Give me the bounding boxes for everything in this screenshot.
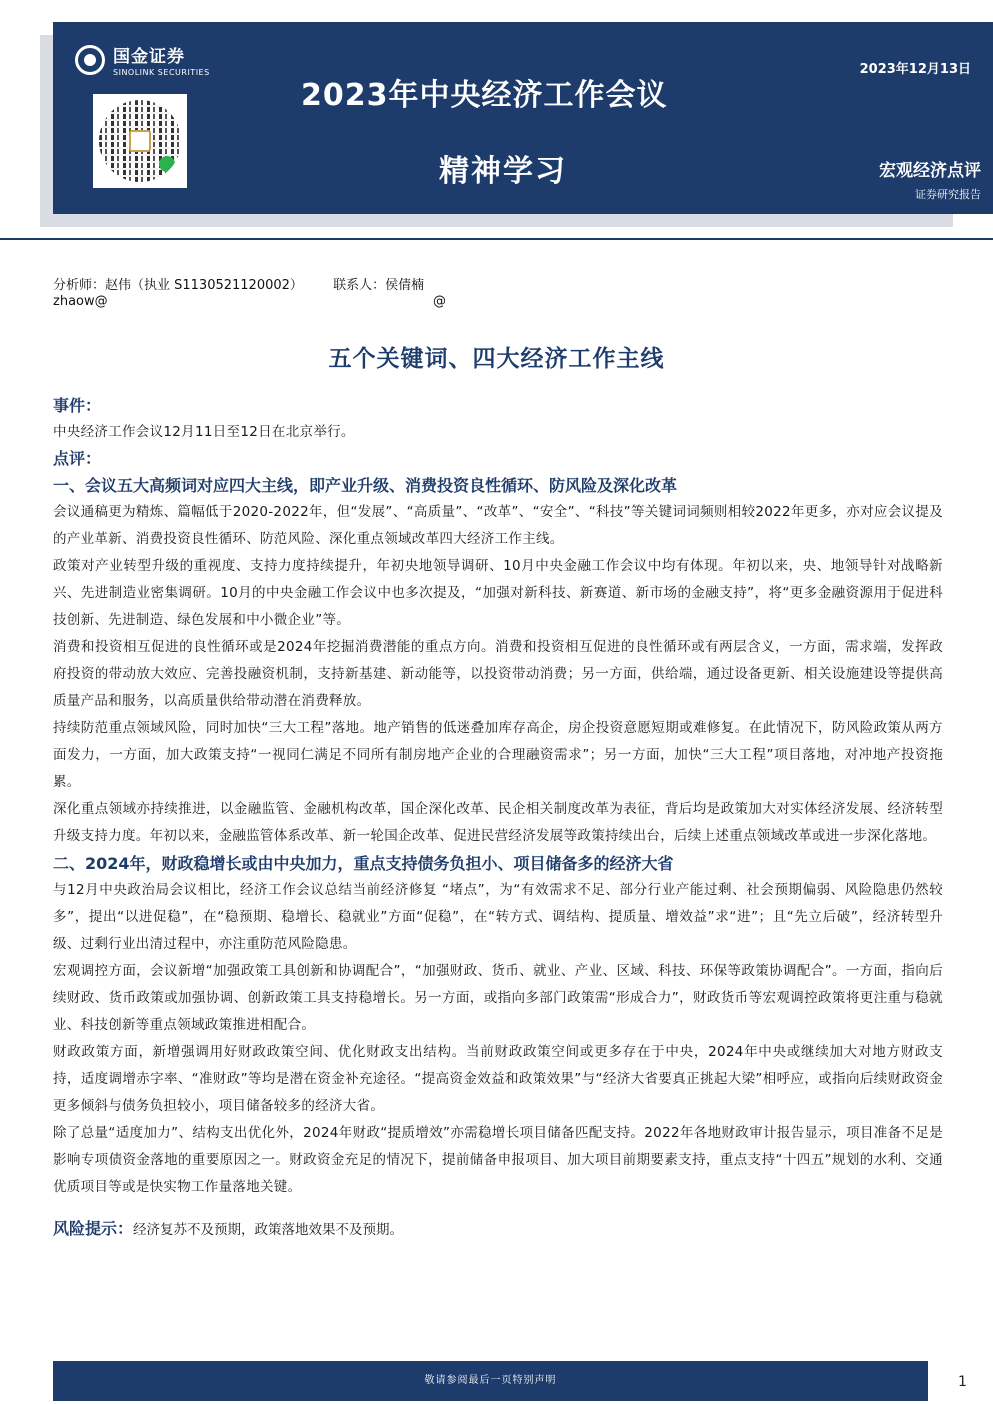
section1-heading: 一、会议五大高频词对应四大主线，即产业升级、消费投资良性循环、防风险及深化改革 xyxy=(53,476,678,495)
main-title: 五个关键词、四大经济工作主线 xyxy=(328,346,665,372)
footer-notice: 敬请参阅最后一页特别声明 xyxy=(53,1361,928,1401)
analyst-line xyxy=(53,274,450,293)
comment-label: 点评： xyxy=(53,449,102,468)
header-divider xyxy=(0,238,993,240)
report-date: 2023年12月13日 xyxy=(859,62,971,77)
section1-paragraph: 持续防范重点领域风险，同时加快“三大工程”落地。地产销售的低迷叠加库存高企，房企投资意愿短期或难修复。在此情况下，防风险政策从两方面发力，一方面，加大政策支持“一视同仁满足不同所有制房地产企业的合理融资需求”；另一方面，加快“三大工程”项目落地，对冲地产投资拖累。 xyxy=(53,720,943,790)
qr-center-logo-icon xyxy=(129,130,151,152)
event-text: 中央经济工作会议12月11日至12日在北京举行。 xyxy=(53,424,355,440)
qr-pattern xyxy=(99,100,181,182)
section1-paragraph: 消费和投资相互促进的良性循环或是2024年挖掘消费潜能的重点方向。消费和投资相互促进的良性循环或有两层含义，一方面，需求端，发挥政府投资的带动放大效应、完善投融资机制，支持新基建、新动能等，以投资带动消费；另一方面，供给端，通过设备更新、相关设施建设等提供高质量产品和服务，以高质量供给带动潜在消费释放。 xyxy=(53,639,943,709)
risk-label: 风险提示： xyxy=(53,1219,134,1238)
risk-warning xyxy=(53,1215,943,1244)
section2-paragraph: 除了总量“适度加力”、结构支出优化外，2024年财政“提质增效”亦需稳增长项目储备匹配支持。2022年各地财政审计报告显示，项目准备不足是影响专项债资金落地的重要原因之一。财政资金充足的情况下，提前储备申报项目、加大项目前期要素支持，重点支持“十四五”规划的水利、交通优质项目等或是快实物工作量落地关键。 xyxy=(53,1125,943,1195)
event-label: 事件： xyxy=(53,396,102,415)
company-logo xyxy=(75,42,210,77)
report-type: 宏观经济点评 xyxy=(879,161,981,181)
report-header xyxy=(53,22,993,214)
section1-paragraph: 深化重点领域亦持续推进，以金融监管、金融机构改革，国企深化改革、民企相关制度改革为表征，背后均是政策加大对实体经济发展、经济转型升级支持力度。年初以来，金融监管体系改革、新一轮国企改革、促进民营经济发展等政策持续出台，后续上述重点领域改革或进一步深化落地。 xyxy=(53,801,943,844)
section2-heading: 二、2024年，财政稳增长或由中央加力，重点支持债务负担小、项目储备多的经济大省 xyxy=(53,854,674,873)
risk-text: 经济复苏不及预期，政策落地效果不及预期。 xyxy=(133,1222,404,1238)
page-number: 1 xyxy=(958,1374,967,1390)
section1-paragraph: 政策对产业转型升级的重视度、支持力度持续提升，年初央地领导调研、10月中央金融工作会议中均有体现。年初以来，央、地领导针对战略新兴、先进制造业密集调研。10月的中央金融工作会议中也多次提及，“加强对新科技、新赛道、新市场的金融支持”，将“更多金融资源用于促进科技创新、先进制造、绿色发展和中小微企业”等。 xyxy=(53,558,943,628)
logo-mark-icon xyxy=(75,45,105,75)
section2-paragraph: 财政政策方面，新增强调用好财政政策空间、优化财政支出结构。当前财政政策空间或更多存在于中央，2024年中央或继续加大对地方财政支持，适度调增赤字率、“准财政”等均是潜在资金补充途径。“提高资金效益和政策效果”与“经济大省要真正挑起大梁”相呼应，或指向后续财政资金更多倾斜与债务负担较小，项目储备较多的经济大省。 xyxy=(53,1044,943,1114)
analyst-email[interactable]: zhaow@ xyxy=(53,294,108,309)
report-body xyxy=(53,393,943,1244)
qr-code[interactable] xyxy=(93,94,187,188)
header-title-line2: 精神学习 xyxy=(439,154,567,189)
analyst-name: 分析师：赵伟（执业 S1130521120002） xyxy=(53,278,303,293)
logo-text-cn: 国金证券 xyxy=(113,47,185,67)
email-line xyxy=(53,294,453,309)
report-subtype: 证券研究报告 xyxy=(915,188,981,201)
section1-paragraph: 会议通稿更为精炼、篇幅低于2020-2022年，但“发展”、“高质量”、“改革”、“安全”、“科技”等关键词词频则相较2022年更多，亦对应会议提及的产业革新、消费投资良性循环、防范风险、深化重点领域改革四大经济工作主线。 xyxy=(53,504,943,547)
contact-name: 联系人：侯倩楠 xyxy=(333,278,425,293)
logo-text-en: SINOLINK SECURITIES xyxy=(113,68,210,77)
section2-paragraph: 与12月中央政治局会议相比，经济工作会议总结当前经济修复 “堵点”，为“有效需求不足、部分行业产能过剩、社会预期偏弱、风险隐患仍然较多”，提出“以进促稳”，在“稳预期、稳增长、稳就业”方面“促稳”，在“转方式、调结构、提质量、增效益”求“进”；且“先立后破”，经济转型升级、过剩行业出清过程中，亦注重防范风险隐患。 xyxy=(53,882,943,952)
contact-email[interactable]: @ xyxy=(433,294,446,309)
header-title-line1: 2023年中央经济工作会议 xyxy=(301,78,668,113)
section2-paragraph: 宏观调控方面，会议新增“加强政策工具创新和协调配合”，“加强财政、货币、就业、产业、区域、科技、环保等政策协调配合”。一方面，指向后续财政、货币政策或加强协调、创新政策工具支持稳增长。另一方面，或指向多部门政策需“形成合力”，财政货币等宏观调控政策将更注重与稳就业、科技创新等重点领域政策推进相配合。 xyxy=(53,963,943,1033)
wechat-mini-program-icon xyxy=(159,156,175,172)
